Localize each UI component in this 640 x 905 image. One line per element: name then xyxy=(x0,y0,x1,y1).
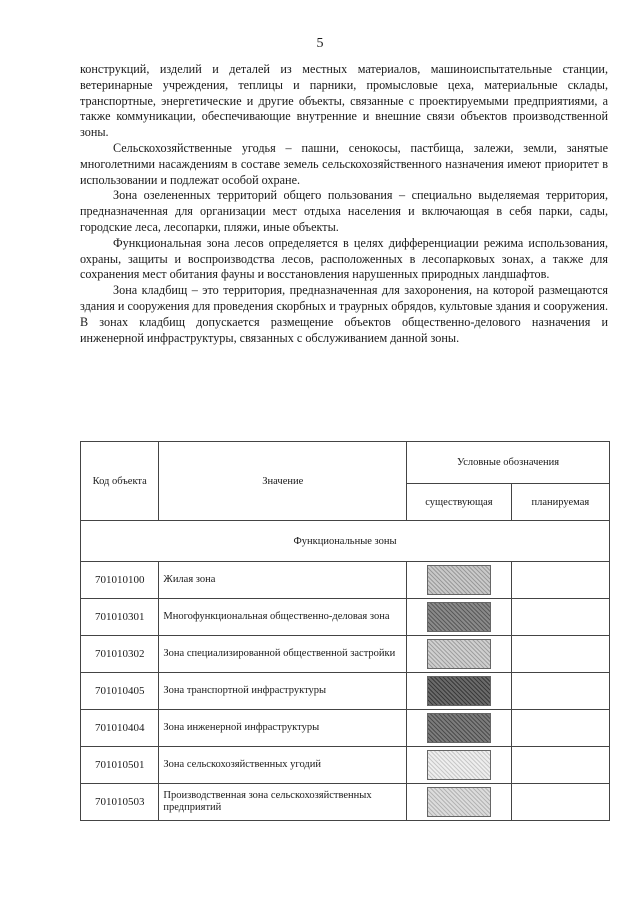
table-row xyxy=(81,710,610,747)
object-name: Зона транспортной инфраструктуры xyxy=(159,673,407,710)
legend-swatch-multifunctional xyxy=(427,602,491,632)
section-title: Функциональные зоны xyxy=(81,521,610,562)
planned-cell xyxy=(511,710,609,747)
header-legend: Условные обозначения xyxy=(407,442,610,484)
object-name: Зона сельскохозяйственных угодий xyxy=(159,747,407,784)
paragraph-agricultural-lands: Сельскохозяйственные угодья – пашни, сенокосы, пастбища, залежи, земли, занятые многолетними насаждениям в составе земель сельскохозяйственного назначения имеют приоритет в использовании и подлежат особой охране. xyxy=(80,140,608,187)
table-row xyxy=(81,599,610,636)
object-name: Многофункциональная общественно-деловая зона xyxy=(159,599,407,636)
header-meaning: Значение xyxy=(159,442,407,521)
planned-cell xyxy=(511,784,609,821)
header-planned: планируемая xyxy=(511,484,609,521)
object-name: Производственная зона сельскохозяйственных предприятий xyxy=(159,784,407,821)
object-name: Зона специализированной общественной застройки xyxy=(159,636,407,673)
table-row xyxy=(81,562,610,599)
header-code: Код объекта xyxy=(81,442,159,521)
paragraph-forest-zone: Функциональная зона лесов определяется в целях дифференциации режима использования, охраны, защиты и воспроизводства лесов, расположенных в лесопарковых зонах, а также для сохранения мест обитания фауны и восстановления нарушенных природных ландшафтов. xyxy=(80,235,608,282)
paragraph-production-zone: конструкций, изделий и деталей из местных материалов, машиноиспытательные станции, ветеринарные учреждения, теплицы и парники, промысловые цеха, материальные склады, транспортные, энергетические и другие объекты, связанные с проектируемыми предприятиями, а также коммуникации, обеспечивающие внутренние и внешние связи объектов производственной зоны. xyxy=(80,62,608,140)
object-name: Зона инженерной инфраструктуры xyxy=(159,710,407,747)
legend-swatch-agri-production xyxy=(427,787,491,817)
legend-swatch-transport xyxy=(427,676,491,706)
planned-cell xyxy=(511,673,609,710)
legend-swatch-agricultural xyxy=(427,750,491,780)
planned-cell xyxy=(511,599,609,636)
planned-cell xyxy=(511,562,609,599)
page-number: 5 xyxy=(316,36,324,51)
object-code: 701010501 xyxy=(81,747,159,784)
object-code: 701010302 xyxy=(81,636,159,673)
planned-cell xyxy=(511,636,609,673)
object-code: 701010100 xyxy=(81,562,159,599)
object-code: 701010301 xyxy=(81,599,159,636)
object-code: 701010503 xyxy=(81,784,159,821)
legend-table xyxy=(80,441,610,821)
body-text xyxy=(80,62,608,346)
header-existing: существующая xyxy=(407,484,512,521)
object-code: 701010404 xyxy=(81,710,159,747)
paragraph-green-zone: Зона озелененных территорий общего пользования – специально выделяемая территория, предназначенная для организации мест отдыха населения и включающая в себя парки, сады, городские леса, лесопарки, пляжи, иные объекты. xyxy=(80,188,608,234)
object-code: 701010405 xyxy=(81,673,159,710)
legend-swatch-residential xyxy=(427,565,491,595)
paragraph-cemetery-zone: Зона кладбищ – это территория, предназначенная для захоронения, на которой размещаются здания и сооружения для проведения скорбных и траурных обрядов, культовые здания и сооружения. В зонах кладбищ допускается размещение объектов общественно-делового назначения и инженерной инфраструктуры, связанных с обслуживанием данной зоны. xyxy=(80,283,608,345)
planned-cell xyxy=(511,747,609,784)
table-row xyxy=(81,784,610,821)
legend-swatch-specialized xyxy=(427,639,491,669)
table-row xyxy=(81,747,610,784)
table-row xyxy=(81,673,610,710)
object-name: Жилая зона xyxy=(159,562,407,599)
table-row xyxy=(81,636,610,673)
legend-swatch-engineering xyxy=(427,713,491,743)
